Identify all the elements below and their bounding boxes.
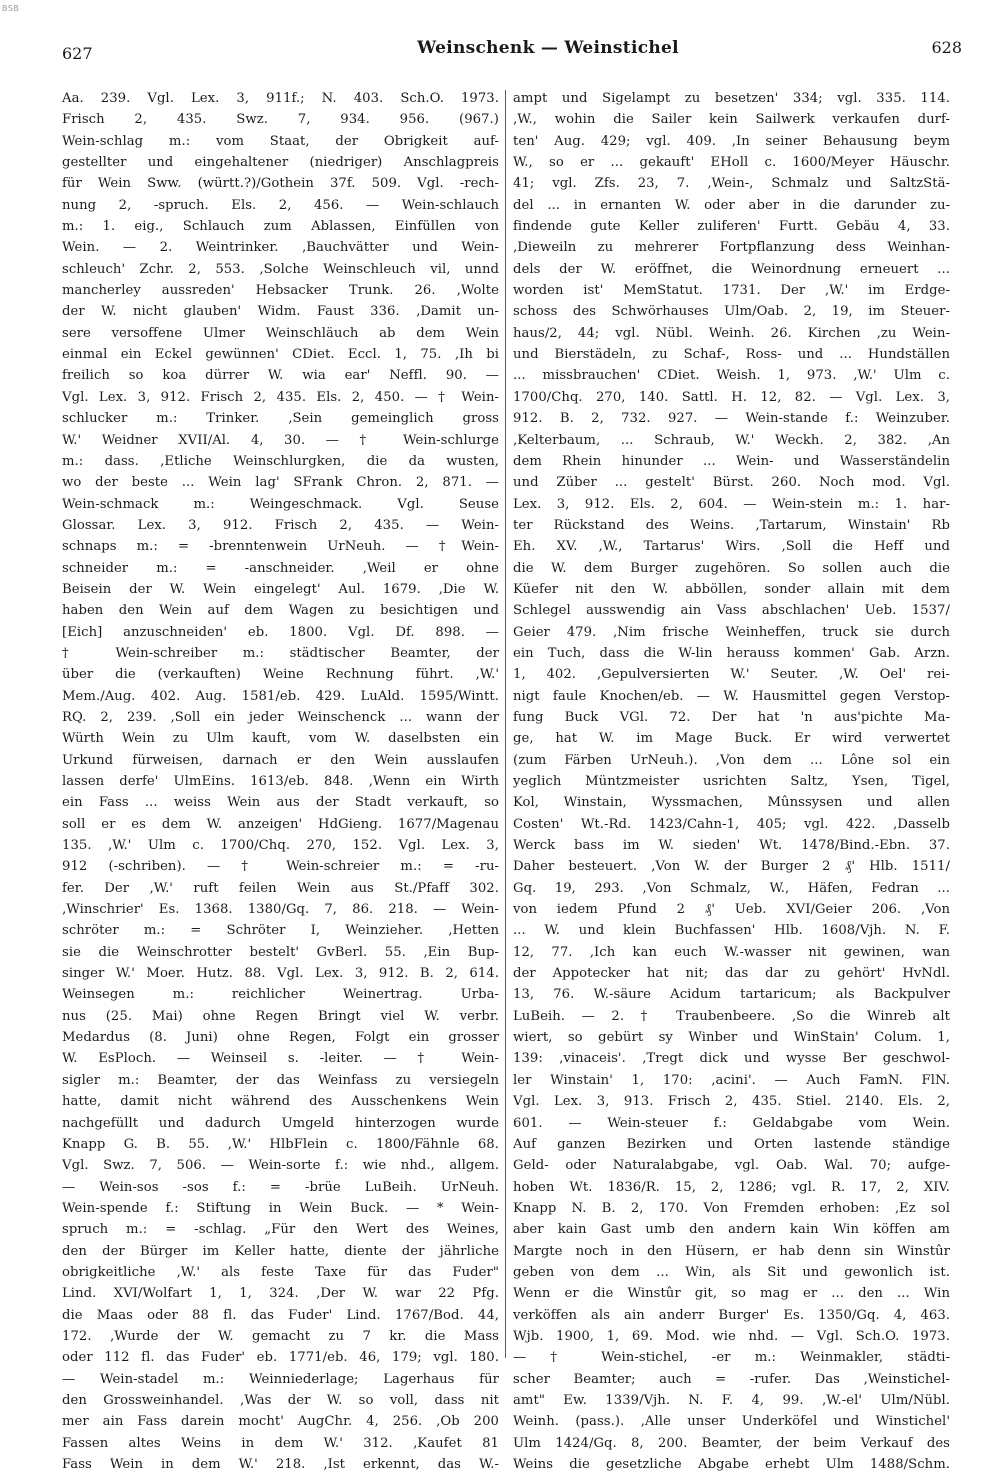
running-title: Weinschenk — Weinstichel	[417, 38, 679, 58]
text-line: 601. — Wein-steuer f.: Geldabgabe vom Wein.	[513, 1115, 950, 1131]
text-line: Geld- oder Naturalabgabe, vgl. Oab. Wal. 70; aufge-	[513, 1158, 950, 1174]
text-line: sigler m.: Beamter, der das Weinfass zu versiegeln	[62, 1072, 499, 1088]
text-line: der Appotecker hat nit; das dar zu gehört' HvNdl.	[513, 966, 950, 982]
text-line: yeglich Müntzmeister usrichten Saltz, Ysen, Tigel,	[513, 774, 950, 789]
text-line: Werck bass im W. sieden' Wt. 1478/Bind.-Ebn. 37.	[513, 838, 950, 854]
text-line: Wein-spende f.: Stiftung in Wein Buck. — * Wein-	[62, 1200, 499, 1216]
text-line: Wein-schmack m.: Weingeschmack. Vgl. Seuse	[62, 496, 499, 512]
text-line: scher Beamter; auch = -rufer. Das ‚Weinstichel-	[513, 1371, 950, 1387]
text-line: nachgefüllt und dadurch Umgeld hinterzogen wurde	[62, 1115, 499, 1131]
text-line: ‚Winschrier' Es. 1368. 1380/Gq. 7, 86. 218. — Wein-	[62, 902, 499, 918]
text-line: LuBeih. — 2. † Traubenbeere. ‚So die Winreb alt	[513, 1008, 950, 1024]
text-line: Lex. 3, 912. Els. 2, 604. — Wein-stein m.: 1. har-	[513, 496, 950, 512]
text-line: für Wein Sww. (württ.?)/Gothein 37f. 509. Vgl. -rech-	[62, 176, 499, 192]
text-line: 135. ‚W.' Ulm c. 1700/Chq. 270, 152. Vgl. Lex. 3,	[62, 838, 499, 854]
text-line: Frisch 2, 435. Swz. 7, 934. 956. (967.)	[62, 112, 499, 128]
text-columns	[62, 88, 952, 1472]
text-line: wiert, so gebürt sy Winber und WinStain' Colum. 1,	[513, 1030, 950, 1046]
text-line: Eh. XV. ‚W., Tartarus' Wirs. ‚Soll die Heff und	[513, 539, 950, 555]
text-line: nigt faule Knochen/eb. — W. Hausmittel gegen Verstop-	[513, 688, 950, 704]
text-line: Glossar. Lex. 3, 912. Frisch 2, 435. — Wein-	[62, 517, 499, 533]
text-line: Gq. 19, 293. ‚Von Schmalz, W., Häfen, Fedran ...	[513, 880, 950, 896]
text-line: Küefer nit den W. abböllen, sonder allain mit dem	[513, 581, 950, 597]
left-column	[62, 88, 499, 1475]
text-line: 13, 76. W.-säure Acidum tartaricum; als Backpulver	[513, 987, 950, 1003]
text-line: fer. Der ‚W.' ruft feilen Wein aus St./Pfaff 302.	[62, 880, 499, 896]
text-line: soll er es dem W. anzeigen' HdGieng. 1677/Magenau	[62, 816, 499, 832]
text-line: ... W. und klein Buchfassen' Hlb. 1608/Vjh. N. F.	[513, 923, 950, 939]
text-line: oder 112 fl. das Fuder' eb. 1771/eb. 46, 179; vgl. 180.	[62, 1350, 499, 1366]
text-line: Vgl. Lex. 3, 913. Frisch 2, 435. Stiel. 2140. Els. 2,	[513, 1094, 950, 1110]
text-line: Lind. XVI/Wolfart 1, 1, 324. ‚Der W. war 22 Pfg.	[62, 1286, 499, 1302]
text-line: lassen derfe' UlmEins. 1613/eb. 848. ‚Wenn ein Wirth	[62, 774, 499, 789]
text-line: 12, 77. ‚Ich kan euch W.-wasser nit gewinen, wan	[513, 944, 950, 960]
text-line: 1, 402. ‚Gepulversierten W.' Seuter. ‚W. Oel' rei-	[513, 667, 950, 683]
text-line: dels der W. eröffnet, die Weinordnung erneuert ...	[513, 261, 950, 277]
page-number-right: 628	[931, 38, 962, 57]
text-line: geben von dem ... Win, als Sit und gewonlich ist.	[513, 1264, 950, 1280]
text-line: 1700/Chq. 270, 140. Sattl. H. 12, 82. — Vgl. Lex. 3,	[513, 389, 950, 405]
text-line: und Züber ... gestelt' Bürst. 260. Noch mod. Vgl.	[513, 475, 950, 491]
text-line: den der Bürger im Keller hatte, diente der jährliche	[62, 1243, 499, 1259]
text-line: über die (verkauften) Weine Rechnung führt. ‚W.'	[62, 667, 499, 683]
text-line: W. EsPloch. — Weinseil s. -leiter. — † Wein-	[62, 1051, 499, 1067]
text-line: Kol, Winstain, Wyssmachen, Mûnssysen und allen	[513, 795, 950, 811]
text-line: W., so er ... gekauft' EHoll c. 1600/Meyer Häuschr.	[513, 155, 950, 171]
text-line: Vgl. Lex. 3, 912. Frisch 2, 435. Els. 2, 450. — † Wein-	[62, 389, 499, 405]
text-line: hatte, damit nicht während des Ausschenkens Wein	[62, 1094, 499, 1110]
text-line: † Wein-schreiber m.: städtischer Beamter, der	[62, 645, 499, 661]
text-line: [Eich] anzuschneiden' eb. 1800. Vgl. Df. 898. —	[62, 624, 499, 640]
text-line: dem Rhein hinunder ... Wein- und Wasserständelin	[513, 453, 950, 469]
text-line: 912 (-schriben). — † Wein-schreier m.: = -ru-	[62, 859, 499, 875]
text-line: einmal ein Eckel gewünnen' CDiet. Eccl. 1, 75. ‚Ih bi	[62, 347, 499, 363]
text-line: amt" Ew. 1339/Vjh. N. F. 4, 99. ‚W.-el' Ulm/Nübl.	[513, 1392, 950, 1408]
page-number-left: 627	[62, 44, 93, 63]
text-line: mancherley aussreden' Hebsacker Trunk. 26. ‚Wolte	[62, 283, 499, 299]
text-line: ampt und Sigelampt zu besetzen' 334; vgl. 335. 114.	[513, 91, 950, 106]
text-line: Geier 479. ‚Nim frische Weinheffen, truck sie durch	[513, 624, 950, 640]
text-line: Wein-schlag m.: vom Staat, der Obrigkeit auf-	[62, 133, 499, 149]
text-line: singer W.' Moer. Hutz. 88. Vgl. Lex. 3, 912. B. 2, 614.	[62, 966, 499, 982]
text-line: 172. ‚Wurde der W. gemacht zu 7 kr. die Mass	[62, 1328, 499, 1344]
text-line: Medardus (8. Juni) ohne Regen, Folgt ein grosser	[62, 1030, 499, 1046]
text-line: schröter m.: = Schröter I, Weinzieher. ‚Hetten	[62, 923, 499, 939]
text-line: der W. nicht glauben' Widm. Faust 336. ‚Damit un-	[62, 304, 499, 320]
text-line: Weinsegen m.: reichlicher Weinertrag. Urba-	[62, 987, 499, 1003]
text-line: del ... in ernanten W. oder aber in die darunder zu-	[513, 197, 950, 213]
text-line: gestellter und eingehaltener (niedriger) Anschlagpreis	[62, 155, 499, 171]
text-line: die W. dem Burger zugehören. So sollen auch die	[513, 560, 950, 576]
text-line: nus (25. Mai) ohne Regen Bringt viel W. verbr.	[62, 1008, 499, 1024]
text-line: schleuch' Zchr. 2, 553. ‚Solche Weinschleuch vil, unnd	[62, 261, 499, 277]
text-line: RQ. 2, 239. ‚Soll ein jeder Weinschenck ... wann der	[62, 709, 499, 725]
text-line: und Bierstädeln, zu Schaf-, Ross- und ... Hundställen	[513, 347, 950, 363]
text-line: mer ain Fass darein mocht' AugChr. 4, 256. ‚Ob 200	[62, 1414, 499, 1430]
text-line: obrigkeitliche ‚W.' als feste Taxe für das Fuder"	[62, 1264, 499, 1280]
text-line: fung Buck VGl. 72. Der hat 'n aus'pichte Ma-	[513, 709, 950, 725]
text-line: Costen' Wt.-Rd. 1423/Cahn-1, 405; vgl. 422. ‚Dasselb	[513, 816, 950, 832]
text-line: schoss des Schwörhauses Ulm/Oab. 2, 19, im Steuer-	[513, 304, 950, 320]
text-line: W.' Weidner XVII/Al. 4, 30. — † Wein-schlurge	[62, 432, 499, 448]
text-line: Daher besteuert. ‚Von W. der Burger 2 ₰' Hlb. 1511/	[513, 859, 950, 875]
right-column	[513, 88, 950, 1475]
text-line: den Grossweinhandel. ‚Was der W. so voll, dass nit	[62, 1392, 499, 1408]
text-line: die Maas oder 88 fl. das Fuder' Lind. 1767/Bod. 44,	[62, 1307, 499, 1323]
text-line: ein Fass ... weiss Wein aus der Stadt verkauft, so	[62, 795, 499, 811]
text-line: Vgl. Swz. 7, 506. — Wein-sorte f.: wie nhd., allgem.	[62, 1158, 499, 1174]
text-line: ‚Dieweiln zu mehrerer Fortpflanzung dess Weinhan-	[513, 240, 950, 256]
text-line: ‚W., wohin die Sailer kein Sailwerk verkaufen durf-	[513, 112, 950, 128]
text-line: Beisein der W. Wein eingelegt' Aul. 1679. ‚Die W.	[62, 581, 499, 597]
text-line: schnaps m.: = -brenntenwein UrNeuh. — †Wein-	[62, 539, 499, 555]
text-line: spruch m.: = -schlag. „Für den Wert des Weines,	[62, 1222, 499, 1238]
text-line: Wjb. 1900, 1, 69. Mod. wie nhd. — Vgl. Sch.O. 1973.	[513, 1328, 950, 1344]
text-line: schlucker m.: Trinker. ‚Sein gemeinglich gross	[62, 411, 499, 427]
text-line: haus/2, 44; vgl. Nübl. Weinh. 26. Kirchen ‚zu Wein-	[513, 325, 950, 341]
text-line: ... missbrauchen' CDiet. Weish. 1, 973. ‚W.' Ulm c.	[513, 368, 950, 384]
text-line: 139: ‚vinaceis'. ‚Tregt dick und wysse Ber geschwol-	[513, 1051, 950, 1067]
text-line: Aa. 239. Vgl. Lex. 3, 911f.; N. 403. Sch.O. 1973.	[62, 91, 499, 106]
text-line: 912. B. 2, 732. 927. — Wein-stande f.: Weinzuber.	[513, 411, 950, 427]
text-line: findende gute Keller zuliferen' Furtt. Gebäu 4, 33.	[513, 219, 950, 235]
text-line: Mem./Aug. 402. Aug. 1581/eb. 429. LuAld. 1595/Wintt.	[62, 688, 499, 704]
text-line: verköffen als ain anderr Burger' Es. 1350/Gq. 4, 463.	[513, 1307, 950, 1323]
text-line: haben den Wein auf dem Wagen zu besichtigen und	[62, 603, 499, 619]
text-line: Fassen altes Weins in dem W.' 312. ‚Kaufet 81	[62, 1435, 499, 1451]
page-header	[62, 38, 962, 72]
text-line: aber kain Gast umb den andern kain Win köffen am	[513, 1222, 950, 1238]
text-line: ten' Aug. 429; vgl. 409. ‚In seiner Behausung beym	[513, 133, 950, 149]
text-line: Wein. — 2. Weintrinker. ‚Bauchvätter und Wein-	[62, 240, 499, 256]
text-line: Schlegel ausswendig ain Vass abschlachen' Ueb. 1537/	[513, 603, 950, 619]
text-line: ge, hat W. im Mage Buck. Er wird verwertet	[513, 731, 950, 747]
text-line: Weinh. (pass.). ‚Alle unser Underköfel und Winstichel'	[513, 1414, 950, 1430]
text-line: worden ist' MemStatut. 1731. Der ‚W.' im Erdge-	[513, 283, 950, 299]
text-line: wo der beste ... Wein lag' SFrank Chron. 2, 871. —	[62, 475, 499, 491]
text-line: Fass Wein in dem W.' 218. ‚Ist erkennt, das W.-	[62, 1457, 499, 1472]
text-line: sie die Weinschrotter bestelt' GvBerl. 55. ‚Ein Bup-	[62, 944, 499, 960]
text-line: 41; vgl. Zfs. 23, 7. ‚Wein-, Schmalz und SaltzStä-	[513, 176, 950, 192]
text-line: Urkund fürweisen, darnach er den Wein ausslaufen	[62, 752, 499, 768]
text-line: ter Rückstand des Weins. ‚Tartarum, Winstain' Rb	[513, 517, 950, 533]
text-line: freilich so koa dürrer W. wia ear' Neffl. 90. —	[62, 368, 499, 384]
text-line: Auf ganzen Bezirken und Orten lastende ständige	[513, 1136, 950, 1152]
text-line: schneider m.: = -anschneider. ‚Weil er ohne	[62, 560, 499, 576]
text-line: Würth Wein zu Ulm kauft, vom W. daselbsten ein	[62, 731, 499, 747]
text-line: Knapp G. B. 55. ‚W.' HlbFlein c. 1800/Fähnle 68.	[62, 1136, 499, 1152]
text-line: m.: dass. ‚Etliche Weinschlurgken, die da wusten,	[62, 453, 499, 469]
text-line: ein Tuch, dass die W-lin herauss kommen' Gab. Arzn.	[513, 645, 950, 661]
library-watermark: BSB	[2, 4, 20, 13]
text-line: nung 2, -spruch. Els. 2, 456. — Wein-schlauch	[62, 197, 499, 213]
text-line: m.: 1. eig., Schlauch zum Ablassen, Einfüllen von	[62, 219, 499, 235]
text-line: (zum Färben UrNeuh.). ‚Von dem ... Lône sol ein	[513, 752, 950, 768]
text-line: Knapp N. B. 2, 170. Von Fremden erhoben: ‚Ez sol	[513, 1200, 950, 1216]
text-line: hoben Wt. 1836/R. 15, 2, 1286; vgl. R. 17, 2, XIV.	[513, 1179, 950, 1195]
column-divider	[505, 90, 506, 1358]
text-line: — † Wein-stichel, -er m.: Weinmakler, städti-	[513, 1350, 950, 1366]
text-line: von iedem Pfund 2 ₰' Ueb. XVI/Geier 206. ‚Von	[513, 902, 950, 918]
text-line: Weins die gesetzliche Abgabe erhebt Ulm 1488/Schm.	[513, 1457, 950, 1472]
text-line: ler Winstain' 1, 170: ‚acini'. — Auch FamN. FlN.	[513, 1072, 950, 1088]
text-line: — Wein-sos -sos f.: = -brüe LuBeih. UrNeuh.	[62, 1179, 499, 1195]
text-line: — Wein-stadel m.: Weinniederlage; Lagerhaus für	[62, 1371, 499, 1387]
text-line: Ulm 1424/Gq. 8, 200. Beamter, der beim Verkauf des	[513, 1435, 950, 1451]
text-line: sere versoffene Ulmer Weinschläuch ab dem Wein	[62, 325, 499, 341]
text-line: ‚Kelterbaum, ... Schraub, W.' Weckh. 2, 382. ‚An	[513, 432, 950, 448]
text-line: Wenn er die Winstûr git, so mag er ... den ... Win	[513, 1286, 950, 1302]
text-line: Margte noch in den Hüsern, er hab denn sin Winstûr	[513, 1243, 950, 1259]
